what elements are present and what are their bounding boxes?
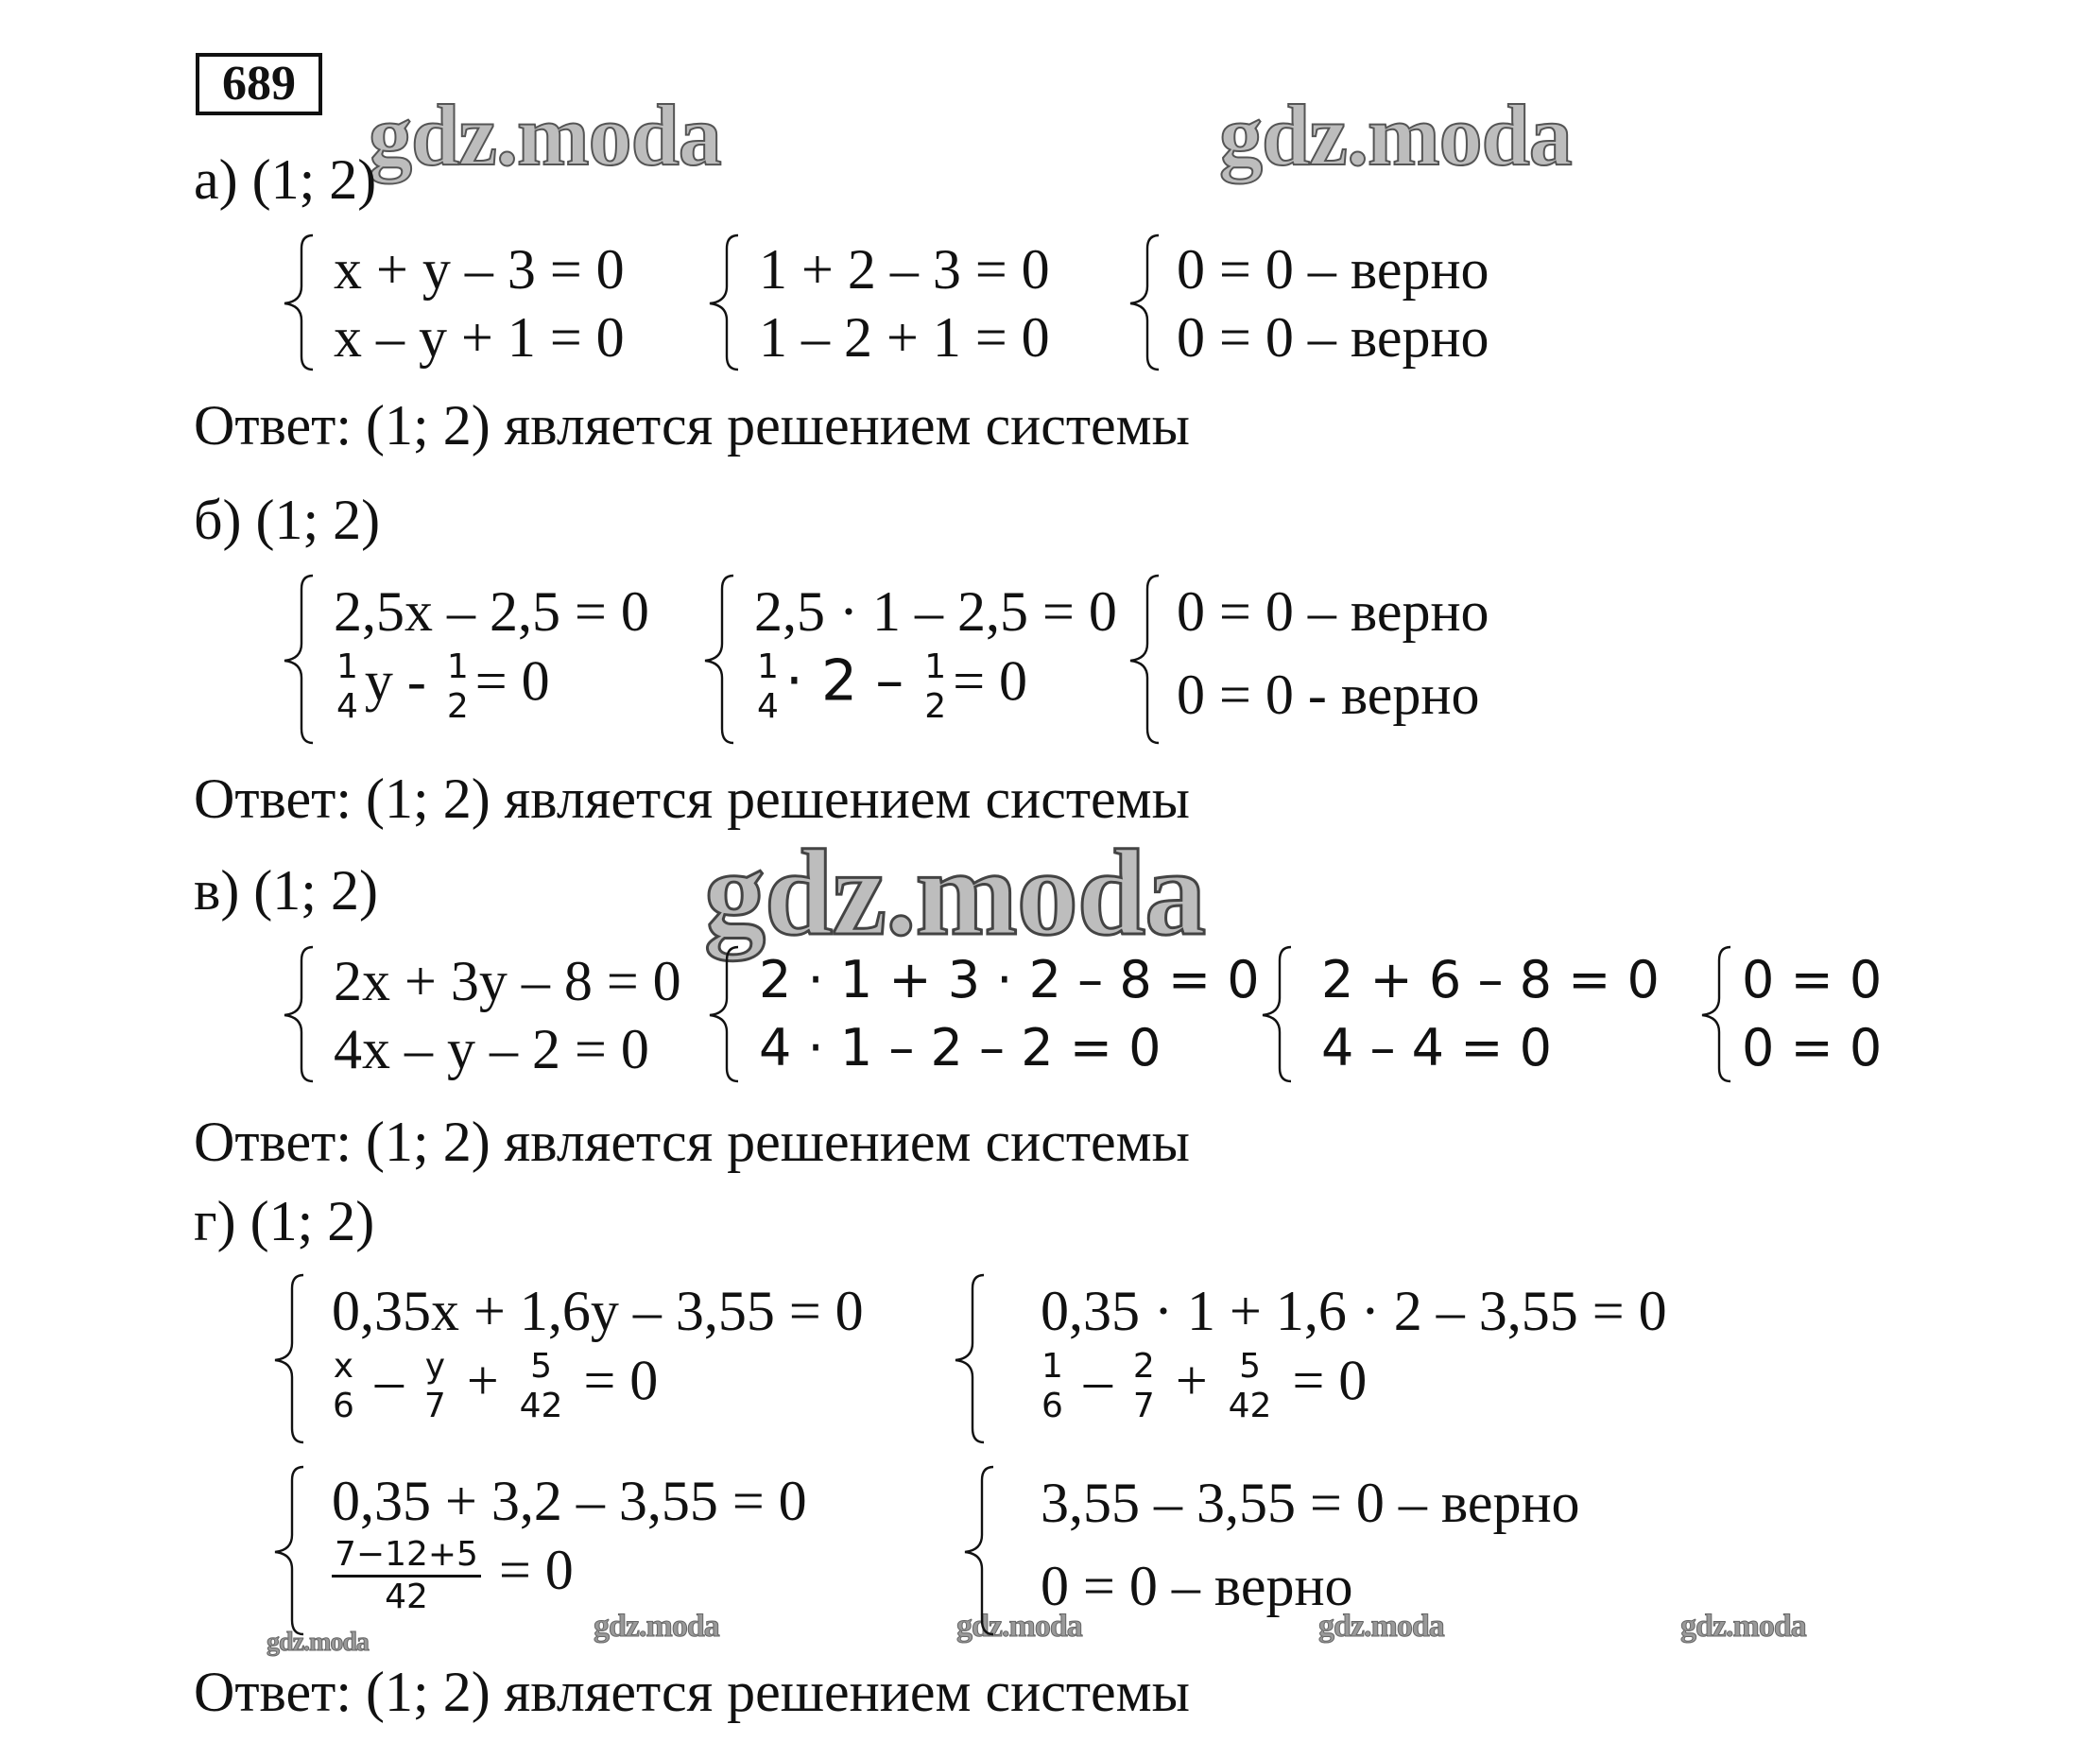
equation: 2 + 6 – 8 = 0 [1321, 950, 1660, 1009]
equation: 2 · 1 + 3 · 2 – 8 = 0 [759, 950, 1260, 1009]
equation: x + y – 3 = 0 [334, 238, 625, 301]
watermark: gdz.moda [1318, 1609, 1444, 1644]
equation: 2,5x – 2,5 = 0 [334, 580, 649, 643]
equation-fraction-line: 1 4 y - 1 2 = 0 [330, 649, 550, 725]
equation: 0 = 0 – верно [1177, 580, 1489, 643]
equation: 0,35 + 3,2 – 3,55 = 0 [332, 1470, 807, 1532]
watermark: gdz.moda [1680, 1609, 1806, 1644]
part-c-system-3 [1257, 943, 1660, 1085]
part-c-heading: в) (1; 2) [194, 859, 378, 922]
equation: 0 = 0 [1742, 1018, 1883, 1078]
fraction: 1 4 [757, 647, 779, 726]
problem-number: 689 [196, 53, 322, 115]
equation: 0 = 0 – верно [1041, 1555, 1353, 1617]
part-a-system-3 [1125, 232, 1522, 373]
fraction: x 6 [333, 1347, 354, 1425]
equation: 4 – 4 = 0 [1321, 1018, 1552, 1078]
fraction: $\frac{7-12+5}{42}$ [332, 1537, 481, 1615]
brace-icon [1257, 943, 1295, 1085]
equation: 2x + 3y – 8 = 0 [334, 950, 681, 1012]
fraction: 5 42 [519, 1347, 563, 1425]
watermark: gdz.moda [267, 1628, 369, 1657]
equation: 2,5 · 1 – 2,5 = 0 [754, 580, 1117, 643]
brace-icon [699, 572, 737, 747]
equation: 0 = 0 - верно [1177, 664, 1480, 726]
equation: 0 = 0 – верно [1177, 306, 1489, 369]
equation: 0 = 0 [1742, 950, 1883, 1009]
watermark: gdz.moda [594, 1609, 719, 1644]
equation: 1 – 2 + 1 = 0 [759, 306, 1050, 369]
fraction: 1 4 [336, 647, 358, 726]
part-c-answer: Ответ: (1; 2) является решением системы [194, 1111, 1190, 1173]
part-b-heading: б) (1; 2) [194, 489, 381, 551]
part-d-heading: г) (1; 2) [194, 1190, 375, 1252]
fraction: 1 2 [446, 647, 469, 726]
part-a-system-1 [279, 232, 676, 373]
brace-icon [269, 1463, 307, 1638]
brace-icon [1125, 572, 1162, 747]
part-c-system-1 [279, 943, 695, 1085]
part-a-system-2 [704, 232, 1082, 373]
watermark: gdz.moda [956, 1609, 1082, 1644]
brace-icon [704, 943, 742, 1085]
part-d-system-3 [269, 1463, 836, 1638]
brace-icon [950, 1271, 988, 1446]
brace-icon [704, 232, 742, 373]
equation-fraction-line: 1 4 · 2 – 1 2 = 0 [750, 649, 1027, 725]
brace-icon [279, 572, 317, 747]
part-c-system-4 [1696, 943, 1904, 1085]
watermark: gdz.moda [704, 825, 1206, 961]
part-a-heading: а) (1; 2) [194, 148, 377, 211]
part-d-system-4 [959, 1463, 1621, 1638]
brace-icon [279, 232, 317, 373]
brace-icon [1125, 232, 1162, 373]
part-c-system-2 [704, 943, 1260, 1085]
brace-icon [279, 943, 317, 1085]
part-b-answer: Ответ: (1; 2) является решением системы [194, 767, 1190, 830]
fraction: y 7 [423, 1347, 446, 1425]
fraction: 1 2 [924, 647, 947, 726]
equation-fraction-line: 1 6 – 2 7 + 5 42 = 0 [1035, 1349, 1367, 1424]
fraction: 1 6 [1041, 1347, 1063, 1425]
equation: 0 = 0 – верно [1177, 238, 1489, 301]
equation: x – y + 1 = 0 [334, 306, 625, 369]
fraction: 5 42 [1228, 1347, 1272, 1425]
watermark: gdz.moda [369, 87, 721, 183]
equation-fraction-line: x 6 – y 7 + 5 42 = 0 [326, 1349, 658, 1424]
equation: 1 + 2 – 3 = 0 [759, 238, 1050, 301]
part-b-system-3 [1125, 572, 1522, 747]
fraction: 2 7 [1132, 1347, 1155, 1425]
equation: 0,35 · 1 + 1,6 · 2 – 3,55 = 0 [1041, 1280, 1667, 1342]
part-d-system-1 [269, 1271, 874, 1446]
part-d-answer: Ответ: (1; 2) является решением системы [194, 1661, 1190, 1723]
watermark: gdz.moda [1219, 87, 1572, 183]
part-b-system-2 [699, 572, 1125, 747]
equation: 0,35x + 1,6y – 3,55 = 0 [332, 1280, 864, 1342]
equation: 4x – y – 2 = 0 [334, 1018, 649, 1080]
brace-icon [1696, 943, 1734, 1085]
part-a-answer: Ответ: (1; 2) является решением системы [194, 394, 1190, 457]
brace-icon [959, 1463, 997, 1638]
part-d-system-2 [950, 1271, 1668, 1446]
brace-icon [269, 1271, 307, 1446]
part-b-system-1 [279, 572, 676, 747]
equation-fraction-line: $\frac{7-12+5}{42}$ = 0 [328, 1537, 574, 1615]
equation: 4 · 1 – 2 – 2 = 0 [759, 1018, 1162, 1078]
equation: 3,55 – 3,55 = 0 – верно [1041, 1472, 1580, 1534]
